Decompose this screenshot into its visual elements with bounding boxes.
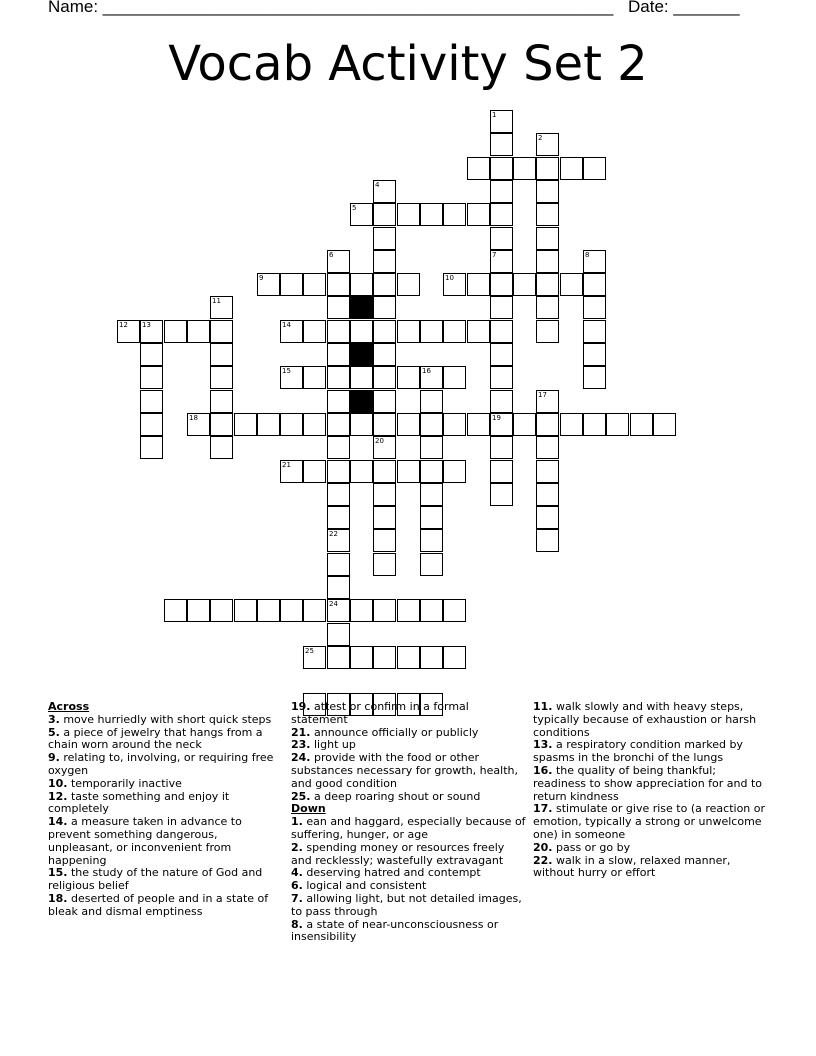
clue-number-label: 8 xyxy=(585,251,590,259)
crossword-cell[interactable] xyxy=(373,203,396,226)
crossword-cell[interactable] xyxy=(373,366,396,389)
clue-number: 20. xyxy=(533,840,553,854)
clue-number: 19. xyxy=(291,700,311,713)
crossword-cell[interactable] xyxy=(490,366,513,389)
crossword-block-cell xyxy=(350,390,373,413)
crossword-cell[interactable] xyxy=(327,343,350,366)
crossword-cell[interactable] xyxy=(583,366,606,389)
crossword-cell[interactable] xyxy=(373,180,396,203)
crossword-cell[interactable] xyxy=(490,203,513,226)
clue-number-label: 20 xyxy=(375,437,384,445)
crossword-cell[interactable] xyxy=(327,529,350,552)
clue-number: 16. xyxy=(533,763,553,777)
crossword-cell[interactable] xyxy=(373,273,396,296)
clue-text: a respiratory condition marked by spasms in the bronchi of the lungs xyxy=(533,738,743,765)
clue-number-label: 16 xyxy=(422,367,431,375)
crossword-cell[interactable] xyxy=(117,320,140,343)
clue-text: allowing light, but not detailed images, to pass through xyxy=(291,891,522,918)
clue-text: walk in a slow, relaxed manner, without hurry or effort xyxy=(533,853,731,880)
clue-number-label: 22 xyxy=(329,530,338,538)
crossword-cell[interactable] xyxy=(536,273,559,296)
crossword-cell[interactable] xyxy=(187,599,210,622)
crossword-cell[interactable] xyxy=(490,460,513,483)
crossword-cell[interactable] xyxy=(303,646,326,669)
clue-column-2 xyxy=(291,701,527,944)
crossword-cell[interactable] xyxy=(327,576,350,599)
crossword-cell[interactable] xyxy=(536,436,559,459)
crossword-cell[interactable] xyxy=(467,157,490,180)
crossword-cell[interactable] xyxy=(210,413,233,436)
crossword-cell[interactable] xyxy=(467,320,490,343)
down-heading: Down xyxy=(291,802,326,816)
clue-item xyxy=(291,701,527,727)
crossword-cell[interactable] xyxy=(140,436,163,459)
crossword-cell[interactable] xyxy=(327,366,350,389)
crossword-cell[interactable] xyxy=(443,320,466,343)
clue-text: stimulate or give rise to (a reaction or emotion, typically a strong or unwelcome one) in someone xyxy=(533,802,766,841)
crossword-cell[interactable] xyxy=(373,320,396,343)
clue-number-label: 17 xyxy=(538,391,547,399)
crossword-cell[interactable] xyxy=(536,529,559,552)
clue-number-label: 14 xyxy=(282,321,291,329)
clue-text: spending money or resources freely and recklessly; wastefully extravagant xyxy=(291,840,505,867)
clue-number: 6. xyxy=(291,879,303,893)
crossword-cell[interactable] xyxy=(490,133,513,156)
clue-number-label: 10 xyxy=(445,274,454,282)
clue-number-label: 24 xyxy=(329,600,338,608)
crossword-cell[interactable] xyxy=(373,250,396,273)
crossword-cell[interactable] xyxy=(373,436,396,459)
crossword-cell[interactable] xyxy=(536,483,559,506)
clue-text: deserted of people and in a state of bleak and dismal emptiness xyxy=(48,891,269,918)
crossword-cell[interactable] xyxy=(583,250,606,273)
clue-number-label: 1 xyxy=(492,111,497,119)
clue-text: temporarily inactive xyxy=(67,776,182,790)
crossword-cell[interactable] xyxy=(536,250,559,273)
clue-item xyxy=(291,791,527,804)
crossword-cell[interactable] xyxy=(210,599,233,622)
clue-number: 21. xyxy=(291,725,311,739)
clue-number: 2. xyxy=(291,840,303,854)
clue-item xyxy=(48,752,283,778)
down-clue-list xyxy=(291,816,527,944)
crossword-cell[interactable] xyxy=(490,320,513,343)
crossword-cell[interactable] xyxy=(443,413,466,436)
crossword-cell[interactable] xyxy=(327,273,350,296)
clue-text: announce officially or publicly xyxy=(310,725,479,739)
crossword-cell[interactable] xyxy=(397,273,420,296)
crossword-cell[interactable] xyxy=(234,599,257,622)
clue-item xyxy=(291,893,527,919)
across-clue-list xyxy=(48,714,283,919)
crossword-cell[interactable] xyxy=(327,646,350,669)
clue-item xyxy=(291,919,527,945)
crossword-cell[interactable] xyxy=(140,413,163,436)
crossword-cell[interactable] xyxy=(373,390,396,413)
crossword-cell[interactable] xyxy=(210,436,233,459)
crossword-cell[interactable] xyxy=(490,227,513,250)
clue-number: 1. xyxy=(291,815,303,829)
clue-number: 12. xyxy=(48,789,68,803)
crossword-cell[interactable] xyxy=(513,273,536,296)
clue-number-label: 9 xyxy=(259,274,264,282)
clue-number: 15. xyxy=(48,866,68,880)
clue-number: 8. xyxy=(291,917,303,931)
crossword-cell[interactable] xyxy=(583,413,606,436)
crossword-cell[interactable] xyxy=(536,203,559,226)
crossword-cell[interactable] xyxy=(630,413,653,436)
crossword-cell[interactable] xyxy=(187,320,210,343)
crossword-cell[interactable] xyxy=(210,343,233,366)
crossword-cell[interactable] xyxy=(490,436,513,459)
clue-item xyxy=(533,803,769,841)
crossword-cell[interactable] xyxy=(490,180,513,203)
crossword-cell[interactable] xyxy=(327,413,350,436)
crossword-cell[interactable] xyxy=(373,483,396,506)
crossword-cell[interactable] xyxy=(583,296,606,319)
crossword-cell[interactable] xyxy=(420,366,443,389)
crossword-cell[interactable] xyxy=(327,390,350,413)
clue-text: move hurriedly with short quick steps xyxy=(59,712,272,726)
crossword-cell[interactable] xyxy=(210,390,233,413)
crossword-cell[interactable] xyxy=(327,250,350,273)
clue-number: 4. xyxy=(291,866,303,880)
down-clue-list-continued xyxy=(533,701,769,880)
clue-text: a state of near-unconsciousness or insensibility xyxy=(291,917,499,944)
across-clue-list-continued xyxy=(291,701,527,803)
crossword-cell[interactable] xyxy=(140,390,163,413)
crossword-block-cell xyxy=(350,296,373,319)
clue-number-label: 19 xyxy=(492,414,501,422)
clue-item xyxy=(48,893,283,919)
crossword-cell[interactable] xyxy=(350,320,373,343)
crossword-cell[interactable] xyxy=(303,413,326,436)
crossword-cell[interactable] xyxy=(583,343,606,366)
crossword-cell[interactable] xyxy=(490,483,513,506)
crossword-cell[interactable] xyxy=(210,366,233,389)
crossword-cell[interactable] xyxy=(606,413,629,436)
crossword-cell[interactable] xyxy=(350,460,373,483)
crossword-cell[interactable] xyxy=(280,273,303,296)
crossword-cell[interactable] xyxy=(420,460,443,483)
crossword-cell[interactable] xyxy=(210,320,233,343)
crossword-cell[interactable] xyxy=(536,413,559,436)
crossword-cell[interactable] xyxy=(420,553,443,576)
crossword-cell[interactable] xyxy=(560,157,583,180)
across-heading: Across xyxy=(48,700,90,713)
crossword-cell[interactable] xyxy=(373,599,396,622)
clue-number: 17. xyxy=(533,802,553,816)
clue-number: 14. xyxy=(48,815,68,829)
clue-number-label: 7 xyxy=(492,251,497,259)
crossword-cell[interactable] xyxy=(327,320,350,343)
name-field-label: Name: ______________________________________________________ xyxy=(48,0,614,16)
crossword-cell[interactable] xyxy=(327,623,350,646)
clue-item xyxy=(533,701,769,739)
crossword-cell[interactable] xyxy=(467,273,490,296)
clue-number-label: 12 xyxy=(119,321,128,329)
crossword-cell[interactable] xyxy=(187,413,210,436)
crossword-cell[interactable] xyxy=(536,133,559,156)
crossword-cell[interactable] xyxy=(443,273,466,296)
clue-text: provide with the food or other substances necessary for growth, health, and good condition xyxy=(291,751,518,790)
crossword-cell[interactable] xyxy=(327,553,350,576)
crossword-cell[interactable] xyxy=(490,157,513,180)
clue-number: 22. xyxy=(533,853,553,867)
crossword-cell[interactable] xyxy=(420,483,443,506)
crossword-cell[interactable] xyxy=(397,599,420,622)
crossword-cell[interactable] xyxy=(536,320,559,343)
crossword-cell[interactable] xyxy=(513,157,536,180)
crossword-cell[interactable] xyxy=(164,320,187,343)
crossword-cell[interactable] xyxy=(490,390,513,413)
crossword-cell[interactable] xyxy=(490,413,513,436)
clue-column-1 xyxy=(48,701,283,919)
clue-item xyxy=(291,752,527,790)
clue-text: relating to, involving, or requiring free oxygen xyxy=(48,751,274,777)
crossword-cell[interactable] xyxy=(467,413,490,436)
crossword-cell[interactable] xyxy=(443,366,466,389)
clue-number: 7. xyxy=(291,891,303,905)
clue-column-3 xyxy=(533,701,769,880)
crossword-cell[interactable] xyxy=(583,273,606,296)
crossword-cell[interactable] xyxy=(280,413,303,436)
crossword-cell[interactable] xyxy=(327,296,350,319)
crossword-cell[interactable] xyxy=(397,203,420,226)
crossword-cell[interactable] xyxy=(140,366,163,389)
crossword-cell[interactable] xyxy=(420,646,443,669)
crossword-cell[interactable] xyxy=(397,366,420,389)
clue-item xyxy=(533,855,769,881)
clue-item xyxy=(291,816,527,842)
crossword-cell[interactable] xyxy=(420,599,443,622)
crossword-cell[interactable] xyxy=(373,553,396,576)
crossword-cell[interactable] xyxy=(397,320,420,343)
crossword-cell[interactable] xyxy=(443,646,466,669)
clue-text: taste something and enjoy it completely xyxy=(48,789,230,816)
crossword-cell[interactable] xyxy=(583,157,606,180)
crossword-cell[interactable] xyxy=(490,110,513,133)
clue-text: a deep roaring shout or sound xyxy=(310,789,481,803)
clue-number: 5. xyxy=(48,725,60,739)
clue-item xyxy=(48,867,283,893)
crossword-cell[interactable] xyxy=(210,296,233,319)
crossword-cell[interactable] xyxy=(420,413,443,436)
clue-text: a piece of jewelry that hangs from a chain worn around the neck xyxy=(48,725,263,752)
clue-text: attest or confirm in a formal statement xyxy=(291,700,469,726)
crossword-cell[interactable] xyxy=(536,227,559,250)
crossword-cell[interactable] xyxy=(536,460,559,483)
crossword-cell[interactable] xyxy=(536,180,559,203)
clue-number-label: 15 xyxy=(282,367,291,375)
clue-item xyxy=(48,727,283,753)
clue-item xyxy=(533,739,769,765)
crossword-cell[interactable] xyxy=(350,599,373,622)
clue-text: the quality of being thankful; readiness to show appreciation for and to return kindness xyxy=(533,763,763,803)
clue-number-label: 25 xyxy=(305,647,314,655)
clue-number-label: 2 xyxy=(538,134,543,142)
crossword-cell[interactable] xyxy=(583,320,606,343)
crossword-cell[interactable] xyxy=(443,203,466,226)
clue-text: light up xyxy=(310,738,356,752)
crossword-cell[interactable] xyxy=(373,529,396,552)
crossword-cell[interactable] xyxy=(373,413,396,436)
clue-number-label: 11 xyxy=(212,297,221,305)
crossword-cell[interactable] xyxy=(303,320,326,343)
crossword-cell[interactable] xyxy=(420,390,443,413)
crossword-cell[interactable] xyxy=(536,390,559,413)
crossword-cell[interactable] xyxy=(140,343,163,366)
crossword-cell[interactable] xyxy=(373,296,396,319)
crossword-cell[interactable] xyxy=(257,599,280,622)
crossword-cell[interactable] xyxy=(234,413,257,436)
clue-text: logical and consistent xyxy=(302,879,427,893)
crossword-cell[interactable] xyxy=(397,460,420,483)
crossword-cell[interactable] xyxy=(397,646,420,669)
crossword-cell[interactable] xyxy=(350,646,373,669)
crossword-cell[interactable] xyxy=(443,599,466,622)
clue-number-label: 21 xyxy=(282,461,291,469)
crossword-cell[interactable] xyxy=(373,506,396,529)
clue-text: the study of the nature of God and religious belief xyxy=(48,866,263,893)
crossword-cell[interactable] xyxy=(350,203,373,226)
clue-number-label: 6 xyxy=(329,251,334,259)
crossword-cell[interactable] xyxy=(560,273,583,296)
date-field-label: Date: _______ xyxy=(628,0,740,16)
clue-number: 18. xyxy=(48,891,68,905)
crossword-cell[interactable] xyxy=(420,320,443,343)
crossword-cell[interactable] xyxy=(490,296,513,319)
crossword-cell[interactable] xyxy=(443,460,466,483)
crossword-cell[interactable] xyxy=(420,436,443,459)
crossword-cell[interactable] xyxy=(350,366,373,389)
crossword-cell[interactable] xyxy=(490,273,513,296)
clue-item xyxy=(533,765,769,803)
crossword-cell[interactable] xyxy=(513,413,536,436)
crossword-cell[interactable] xyxy=(327,436,350,459)
crossword-cell[interactable] xyxy=(397,413,420,436)
crossword-cell[interactable] xyxy=(327,460,350,483)
crossword-cell[interactable] xyxy=(490,250,513,273)
clue-number: 11. xyxy=(533,700,553,713)
crossword-cell[interactable] xyxy=(327,506,350,529)
crossword-cell[interactable] xyxy=(140,320,163,343)
clue-number-label: 13 xyxy=(142,321,151,329)
clue-number: 10. xyxy=(48,776,68,790)
crossword-cell[interactable] xyxy=(280,460,303,483)
clue-number: 23. xyxy=(291,738,311,752)
clue-text: deserving hatred and contempt xyxy=(302,866,481,880)
crossword-cell[interactable] xyxy=(303,273,326,296)
crossword-cell[interactable] xyxy=(373,646,396,669)
clue-number: 9. xyxy=(48,751,60,765)
crossword-cell[interactable] xyxy=(536,296,559,319)
clue-number: 13. xyxy=(533,738,553,752)
crossword-cell[interactable] xyxy=(164,599,187,622)
crossword-cell[interactable] xyxy=(420,203,443,226)
crossword-cell[interactable] xyxy=(373,227,396,250)
crossword-cell[interactable] xyxy=(327,483,350,506)
crossword-cell[interactable] xyxy=(303,366,326,389)
crossword-cell[interactable] xyxy=(536,506,559,529)
clue-number: 24. xyxy=(291,751,311,765)
crossword-cell[interactable] xyxy=(303,460,326,483)
crossword-cell[interactable] xyxy=(373,460,396,483)
crossword-cell[interactable] xyxy=(257,273,280,296)
crossword-cell[interactable] xyxy=(420,506,443,529)
clue-text: pass or go by xyxy=(552,840,631,854)
crossword-cell[interactable] xyxy=(490,343,513,366)
clue-number-label: 18 xyxy=(189,414,198,422)
clue-text: ean and haggard, especially because of suffering, hunger, or age xyxy=(291,815,526,841)
crossword-cell[interactable] xyxy=(373,343,396,366)
crossword-cell[interactable] xyxy=(280,599,303,622)
clue-item xyxy=(48,791,283,817)
crossword-cell[interactable] xyxy=(653,413,676,436)
clue-text: a measure taken in advance to prevent something dangerous, unpleasant, or inconvenient from happening xyxy=(48,815,242,867)
crossword-cell[interactable] xyxy=(420,529,443,552)
clue-number: 3. xyxy=(48,712,60,726)
clue-number-label: 4 xyxy=(375,181,380,189)
crossword-block-cell xyxy=(350,343,373,366)
crossword-cell[interactable] xyxy=(327,599,350,622)
crossword-cell[interactable] xyxy=(303,599,326,622)
clue-number: 25. xyxy=(291,789,311,803)
crossword-cell[interactable] xyxy=(280,366,303,389)
clue-text: walk slowly and with heavy steps, typically because of exhaustion or harsh conditions xyxy=(533,700,757,739)
crossword-cell[interactable] xyxy=(257,413,280,436)
crossword-cell[interactable] xyxy=(350,413,373,436)
crossword-cell[interactable] xyxy=(536,157,559,180)
clue-item xyxy=(291,842,527,868)
crossword-cell[interactable] xyxy=(467,203,490,226)
clue-item xyxy=(48,816,283,867)
crossword-cell[interactable] xyxy=(560,413,583,436)
crossword-cell[interactable] xyxy=(280,320,303,343)
crossword-cell[interactable] xyxy=(350,273,373,296)
page-title: Vocab Activity Set 2 xyxy=(168,36,648,92)
clue-number-label: 5 xyxy=(352,204,357,212)
